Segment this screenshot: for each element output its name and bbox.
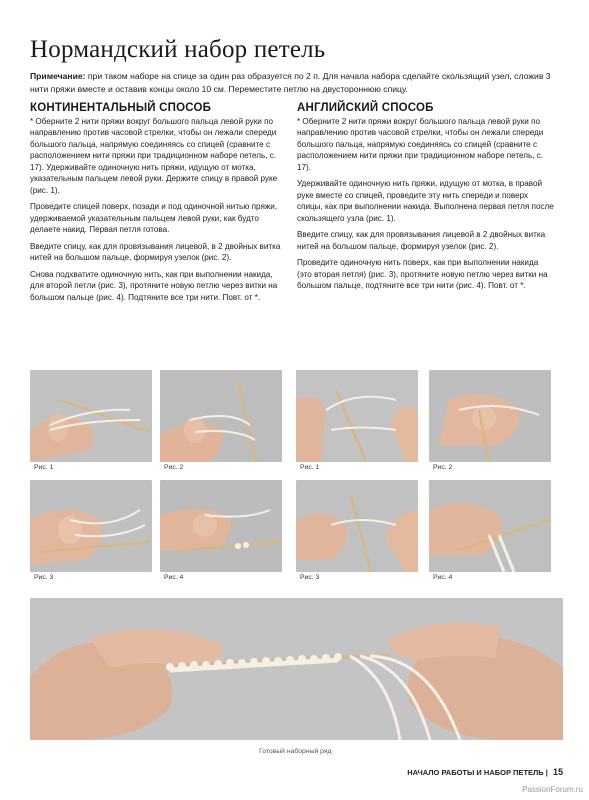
english-photo-1	[296, 370, 418, 462]
continental-photo-3	[30, 480, 152, 572]
continental-step-3: Введите спицу, как для провязывания лицевой, в 2 двойных витка нитей на большом пальце, формируя узелок (рис. 2).	[30, 241, 281, 262]
english-caption-3: Рис. 3	[300, 574, 320, 581]
english-photo-3	[296, 480, 418, 572]
continental-photo-1	[30, 370, 152, 462]
cast-on-row-photo	[30, 598, 563, 740]
continental-heading: КОНТИНЕНТАЛЬНЫЙ СПОСОБ	[30, 102, 212, 114]
english-caption-2: Рис. 2	[433, 464, 453, 471]
continental-step-4: Снова подхватите одиночную нить, как при выполнении накида, для второй петли (рис. 3), протяните новую петлю через витки на большом пальце (рис. 4). Подтяните все три нити. Повт. от *.	[30, 269, 278, 302]
footer-separator: |	[545, 768, 548, 777]
english-step-2: Удерживайте одиночную нить пряжи, идущую от мотка, в правой руке вместе со спицей, проведите эту нить спереди и поверх спицы, как при выполнении накида. Выполнена первая петля после скользящего узла (рис. 1).	[297, 179, 554, 223]
note-text: при таком наборе на спице за один раз образуется по 2 п. Для начала набора сделайте скользящий узел, сложив 3 нити пряжи вместе и оставив концы около 10 см. Переместите петлю на двустороннюю спицу.	[30, 71, 551, 94]
continental-photo-4	[160, 480, 282, 572]
continental-caption-4: Рис. 4	[164, 574, 184, 581]
page-footer	[407, 767, 563, 777]
english-step-1: * Оберните 2 нити пряжи вокруг большого пальца левой руки по направлению против часовой стрелки, чтобы он лежали спереди большого пальца, напрямую соединяясь со спицей (сравните с расположением нити пряжи при традиционном наборе петель, с. 17).	[297, 116, 544, 172]
continental-caption-2: Рис. 2	[164, 464, 184, 471]
english-heading: АНГЛИЙСКИЙ СПОСОБ	[297, 102, 434, 114]
english-step-4: Проведите одиночную нить поверх, как при выполнении накида (это вторая петля) (рис. 3), протяните новую петлю через витки на большом пальце, подтяните все три нити (рис. 4). Повт. от *.	[297, 258, 548, 290]
continental-section	[30, 103, 288, 308]
page-number: 15	[552, 767, 563, 777]
note-label: Примечание:	[30, 71, 86, 81]
continental-photo-2	[160, 370, 282, 462]
english-photo-4	[429, 480, 551, 572]
english-step-3: Введите спицу, как для провязывания лицевой в 2 двойных витка нитей на большом пальце, формируя узелок (рис. 2).	[297, 230, 546, 251]
cast-on-row-caption: Готовый наборный ряд	[259, 748, 332, 755]
english-caption-4: Рис. 4	[433, 574, 453, 581]
english-caption-1: Рис. 1	[300, 464, 320, 471]
continental-caption-1: Рис. 1	[34, 464, 54, 471]
continental-step-1: * Оберните 2 нити пряжи вокруг большого пальца левой руки по направлению против часовой стрелки, чтобы он лежали спереди большого пальца, напрямую соединяясь со спицей (сравните с расположением нити пряжи при традиционном наборе петель, с. 17). Удерживайте одиночную нить пряжи, идущую от мотка, указательным пальцем левой руки. Держите спицу в правой руке (рис. 1).	[30, 116, 278, 195]
watermark: PassionForum.ru	[522, 785, 583, 794]
footer-section: НАЧАЛО РАБОТЫ И НАБОР ПЕТЕЛЬ	[407, 768, 544, 777]
page-title: Нормандский набор петель	[30, 36, 326, 63]
english-photo-2	[429, 370, 551, 462]
continental-caption-3: Рис. 3	[34, 574, 54, 581]
continental-step-2: Проведите спицей поверх, позади и под одиночной нитью пряжи, удерживаемой указательным пальцем левой руки, как будто делаете накид. Первая петля готова.	[30, 202, 278, 234]
intro-note	[30, 70, 565, 95]
english-section	[297, 103, 555, 297]
